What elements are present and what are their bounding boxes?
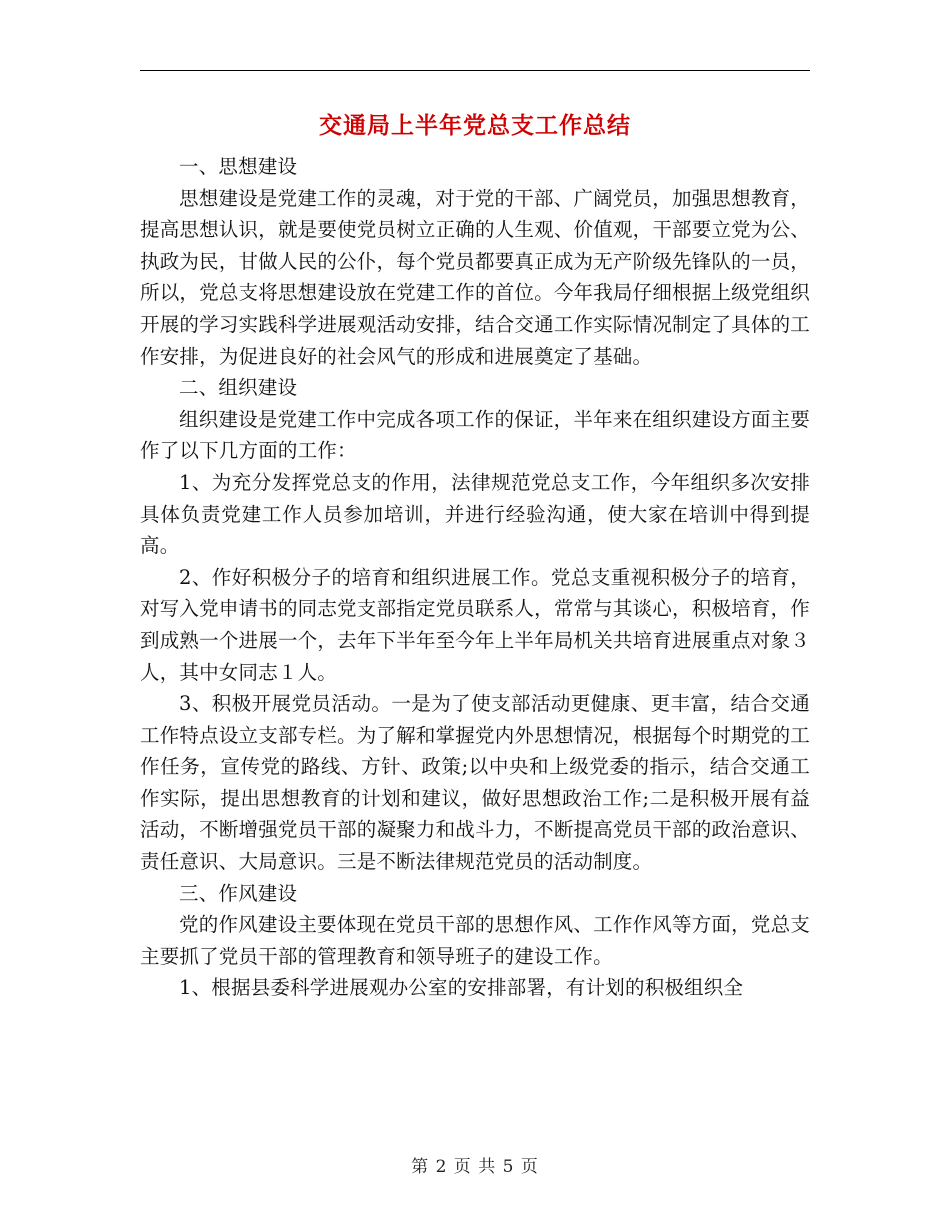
paragraph: 党的作风建设主要体现在党员干部的思想作风、工作作风等方面，党总支主要抓了党员干部的管理教育和领导班子的建设工作。 [140, 913, 810, 968]
paragraph: 3、积极开展党员活动。一是为了使支部活动更健康、更丰富，结合交通工作特点设立支部专栏。为了解和掌握党内外思想情况，根据每个时期党的工作任务，宣传党的路线、方针、政策;以中央和上级党委的指示，结合交通工作实际，提出思想教育的计划和建议，做好思想政治工作;二是积极开展有益活动，不断增强党员干部的凝聚力和战斗力，不断提高党员干部的政治意识、责任意识、大局意识。三是不断法律规范党员的活动制度。 [140, 692, 810, 874]
section-organizational [140, 372, 810, 878]
page-number: 第 2 页 共 5 页 [411, 1157, 539, 1177]
document-title: 交通局上半年党总支工作总结 [319, 112, 631, 139]
paragraph: 1、根据县委科学进展观办公室的安排部署，有计划的积极组织全 [179, 976, 744, 1000]
paragraph: 思想建设是党建工作的灵魂，对于党的干部、广阔党员，加强思想教育，提高思想认识，就是要使党员树立正确的人生观、价值观，干部要立党为公、执政为民，甘做人民的公仆，每个党员都要真正成为无产阶级先锋队的一员，所以，党总支将思想建设放在党建工作的首位。今年我局仔细根据上级党组织开展的学习实践科学进展观活动安排，结合交通工作实际情况制定了具体的工作安排，为促进良好的社会风气的形成和进展奠定了基础。 [140, 186, 810, 368]
section-heading: 三、作风建设 [179, 881, 298, 905]
paragraph: 组织建设是党建工作中完成各项工作的保证，半年来在组织建设方面主要作了以下几方面的工作： [140, 407, 810, 463]
paragraph: 1、为充分发挥党总支的作用，法律规范党总支工作，今年组织多次安排具体负责党建工作人员参加培训，并进行经验沟通，使大家在培训中得到提高。 [140, 470, 810, 558]
header-rule [140, 70, 810, 71]
section-ideological [140, 151, 810, 372]
paragraph: 2、作好积极分子的培育和组织进展工作。党总支重视积极分子的培育，对写入党申请书的同志党支部指定党员联系人，常常与其谈心，积极培育，作到成熟一个进展一个，去年下半年至今年上半年局机关共培育进展重点对象３人，其中女同志１人。 [140, 565, 810, 684]
document-body [140, 151, 810, 1004]
section-heading: 一、思想建设 [179, 155, 298, 178]
section-work-style [140, 878, 810, 1004]
section-heading: 二、组织建设 [179, 376, 298, 400]
